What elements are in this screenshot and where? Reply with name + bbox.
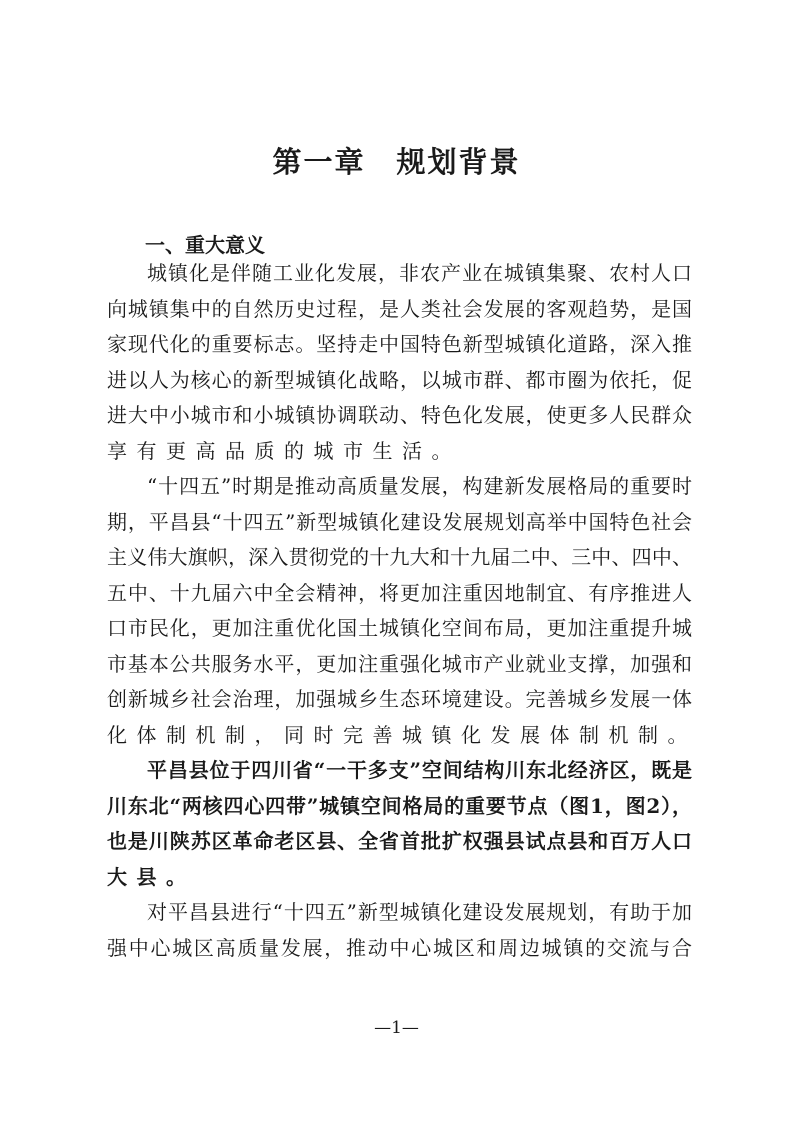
text-line: 五中、十九届六中全会精神，将更加注重因地制宜、有序推进人 — [107, 580, 692, 605]
text-line: 向城镇集中的自然历史过程，是人类社会发展的客观趋势，是国 — [107, 296, 692, 321]
paragraph-significance — [107, 256, 692, 469]
text-line: 市基本公共服务水平，更加注重强化城市产业就业支撑，加强和 — [107, 651, 692, 676]
paragraph-planning-purpose — [107, 895, 692, 966]
text-line: 城镇化是伴随工业化发展，非农产业在城镇集聚、农村人口 — [147, 261, 692, 285]
page-number: —1— — [374, 1018, 419, 1038]
text-line: 口市民化，更加注重优化国土城镇化空间布局，更加注重提升城 — [107, 616, 692, 640]
text-line: 化体制机制，同时完善城镇化发展体制机制。 — [107, 722, 697, 747]
text-line: 创新城乡社会治理，加强城乡生态环境建设。完善城乡发展一体 — [107, 687, 692, 711]
text-line: 享有更高品质的城市生活。 — [107, 438, 461, 463]
text-line: 平昌县位于四川省“一干多支”空间结构川东北经济区，既是 — [147, 758, 692, 782]
text-line: 对平昌县进行“十四五”新型城镇化建设发展规划，有助于加 — [147, 900, 692, 924]
text-line: 大县。 — [107, 864, 196, 889]
body-text — [107, 256, 697, 966]
section-heading: 一、重大意义 — [145, 233, 265, 257]
text-line: 主义伟大旗帜，深入贯彻党的十九大和十九届二中、三中、四中、 — [107, 545, 692, 569]
text-line: 家现代化的重要标志。坚持走中国特色新型城镇化道路，深入推 — [107, 332, 692, 356]
text-line: 进以人为核心的新型城镇化战略，以城市群、都市圈为依托，促 — [107, 367, 692, 392]
text-line: “十四五”时期是推动高质量发展，构建新发展格局的重要时 — [147, 474, 692, 498]
chapter-title: 第一章 规划背景 — [272, 145, 521, 179]
text-line: 进大中小城市和小城镇协调联动、特色化发展，使更多人民群众 — [107, 403, 692, 427]
text-line: 强中心城区高质量发展，推动中心城区和周边城镇的交流与合 — [107, 935, 692, 960]
text-line: 川东北“两核四心四带”城镇空间格局的重要节点（图1，图2）， — [107, 793, 692, 818]
paragraph-14th-five-year — [107, 469, 697, 753]
text-line: 也是川陕苏区革命老区县、全省首批扩权强县试点县和百万人口 — [107, 829, 692, 853]
text-line: 期，平昌县“十四五”新型城镇化建设发展规划高举中国特色社会 — [107, 509, 692, 534]
paragraph-location-bold — [107, 753, 692, 895]
